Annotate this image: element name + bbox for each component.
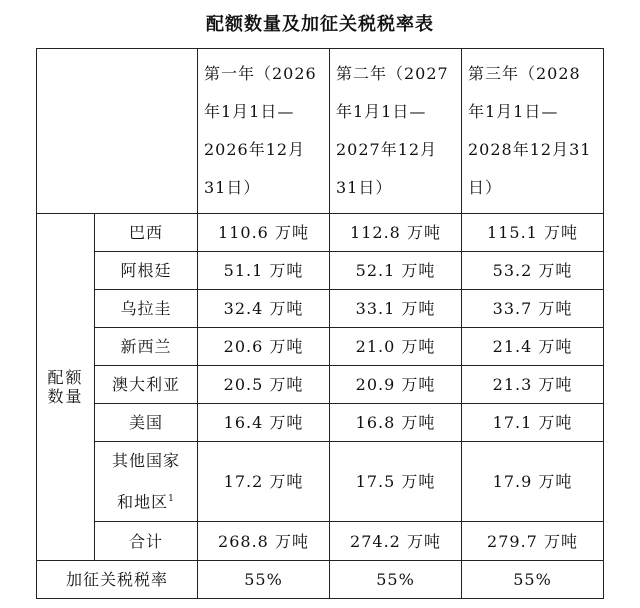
- group-label-line2: 数量: [47, 387, 84, 407]
- value-cell: 17.2 万吨: [198, 442, 330, 522]
- value-cell: 21.3 万吨: [462, 366, 604, 404]
- rate-value-cell: 55%: [198, 561, 330, 599]
- table-row: [37, 290, 604, 328]
- value-cell: 53.2 万吨: [462, 252, 604, 290]
- table-row: [37, 214, 604, 252]
- total-value-cell: 268.8 万吨: [198, 522, 330, 561]
- value-cell: 17.5 万吨: [330, 442, 462, 522]
- total-label: 合计: [95, 522, 198, 561]
- group-label-line1: 配额: [47, 367, 84, 387]
- country-cell: 阿根廷: [95, 252, 198, 290]
- value-cell: 33.1 万吨: [330, 290, 462, 328]
- table-row: [37, 442, 604, 522]
- value-cell: 33.7 万吨: [462, 290, 604, 328]
- table-row: [37, 366, 604, 404]
- period-year-1: 第一年（2026年1月1日—2026年12月31日）: [198, 49, 330, 214]
- value-cell: 110.6 万吨: [198, 214, 330, 252]
- table-row: [37, 328, 604, 366]
- value-cell: 20.5 万吨: [198, 366, 330, 404]
- table-title: 配额数量及加征关税税率表: [206, 14, 434, 35]
- footnote-marker: 1: [168, 494, 175, 504]
- value-cell: 32.4 万吨: [198, 290, 330, 328]
- table-row: [37, 404, 604, 442]
- country-cell: 美国: [95, 404, 198, 442]
- rate-row: [37, 561, 604, 599]
- others-label-line1: 其他国家: [111, 451, 180, 470]
- country-cell: 巴西: [95, 214, 198, 252]
- value-cell: 112.8 万吨: [330, 214, 462, 252]
- blank-corner-cell: [37, 49, 198, 214]
- total-row: [37, 522, 604, 561]
- total-value-cell: 274.2 万吨: [330, 522, 462, 561]
- rate-value-cell: 55%: [330, 561, 462, 599]
- country-cell: 新西兰: [95, 328, 198, 366]
- table-row: [37, 252, 604, 290]
- period-year-2: 第二年（2027年1月1日—2027年12月31日）: [330, 49, 462, 214]
- value-cell: 17.1 万吨: [462, 404, 604, 442]
- rate-value-cell: 55%: [462, 561, 604, 599]
- country-cell: 澳大利亚: [95, 366, 198, 404]
- value-cell: 21.0 万吨: [330, 328, 462, 366]
- value-cell: 16.8 万吨: [330, 404, 462, 442]
- period-year-3: 第三年（2028年1月1日—2028年12月31日）: [462, 49, 604, 214]
- header-row: [37, 49, 604, 214]
- rate-label: 加征关税税率: [37, 561, 198, 599]
- value-cell: 21.4 万吨: [462, 328, 604, 366]
- value-cell: 51.1 万吨: [198, 252, 330, 290]
- quota-group-label: [37, 214, 95, 561]
- value-cell: 20.6 万吨: [198, 328, 330, 366]
- value-cell: 52.1 万吨: [330, 252, 462, 290]
- value-cell: 115.1 万吨: [462, 214, 604, 252]
- value-cell: 20.9 万吨: [330, 366, 462, 404]
- total-value-cell: 279.7 万吨: [462, 522, 604, 561]
- value-cell: 16.4 万吨: [198, 404, 330, 442]
- others-label-line2: 和地区: [117, 492, 169, 512]
- quota-table: [36, 48, 604, 599]
- country-cell: 乌拉圭: [95, 290, 198, 328]
- country-cell-others: [95, 442, 198, 522]
- value-cell: 17.9 万吨: [462, 442, 604, 522]
